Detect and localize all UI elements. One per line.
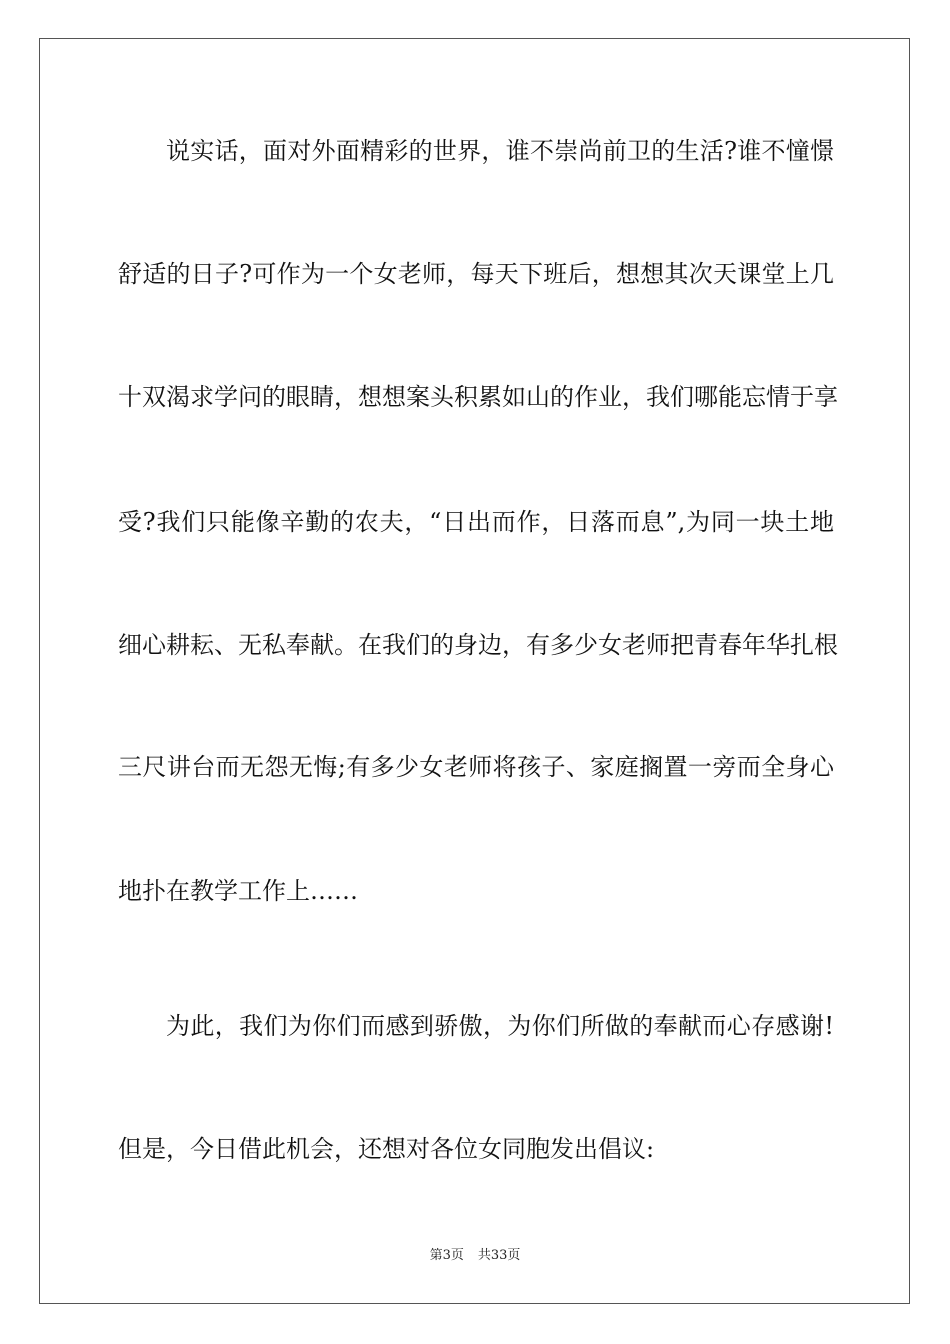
paragraph-1-line-6: 三尺讲台而无怨无悔;有多少女老师将孩子、家庭搁置一旁而全身心 bbox=[118, 753, 834, 781]
paragraph-1-line-1: 说实话，面对外面精彩的世界，谁不崇尚前卫的生活?谁不憧憬 bbox=[166, 137, 834, 165]
paragraph-2-line-2: 但是，今日借此机会，还想对各位女同胞发出倡议: bbox=[118, 1135, 655, 1163]
paragraph-1-line-4: 受?我们只能像辛勤的农夫，“日出而作，日落而息”,为同一块土地 bbox=[118, 508, 834, 536]
page-border bbox=[39, 38, 910, 1304]
paragraph-1-line-7: 地扑在教学工作上…… bbox=[118, 877, 358, 905]
page-total: 共33页 bbox=[477, 1248, 521, 1263]
paragraph-1-line-5: 细心耕耘、无私奉献。在我们的身边，有多少女老师把青春年华扎根 bbox=[118, 631, 838, 659]
paragraph-1-line-3: 十双渴求学问的眼睛，想想案头积累如山的作业，我们哪能忘情于享 bbox=[118, 383, 838, 411]
paragraph-2-line-1: 为此，我们为你们而感到骄傲，为你们所做的奉献而心存感谢! bbox=[166, 1012, 834, 1040]
page-number: 第3页 bbox=[429, 1248, 464, 1263]
page-footer bbox=[0, 1248, 950, 1264]
paragraph-1-line-2: 舒适的日子?可作为一个女老师，每天下班后，想想其次天课堂上几 bbox=[118, 260, 834, 288]
